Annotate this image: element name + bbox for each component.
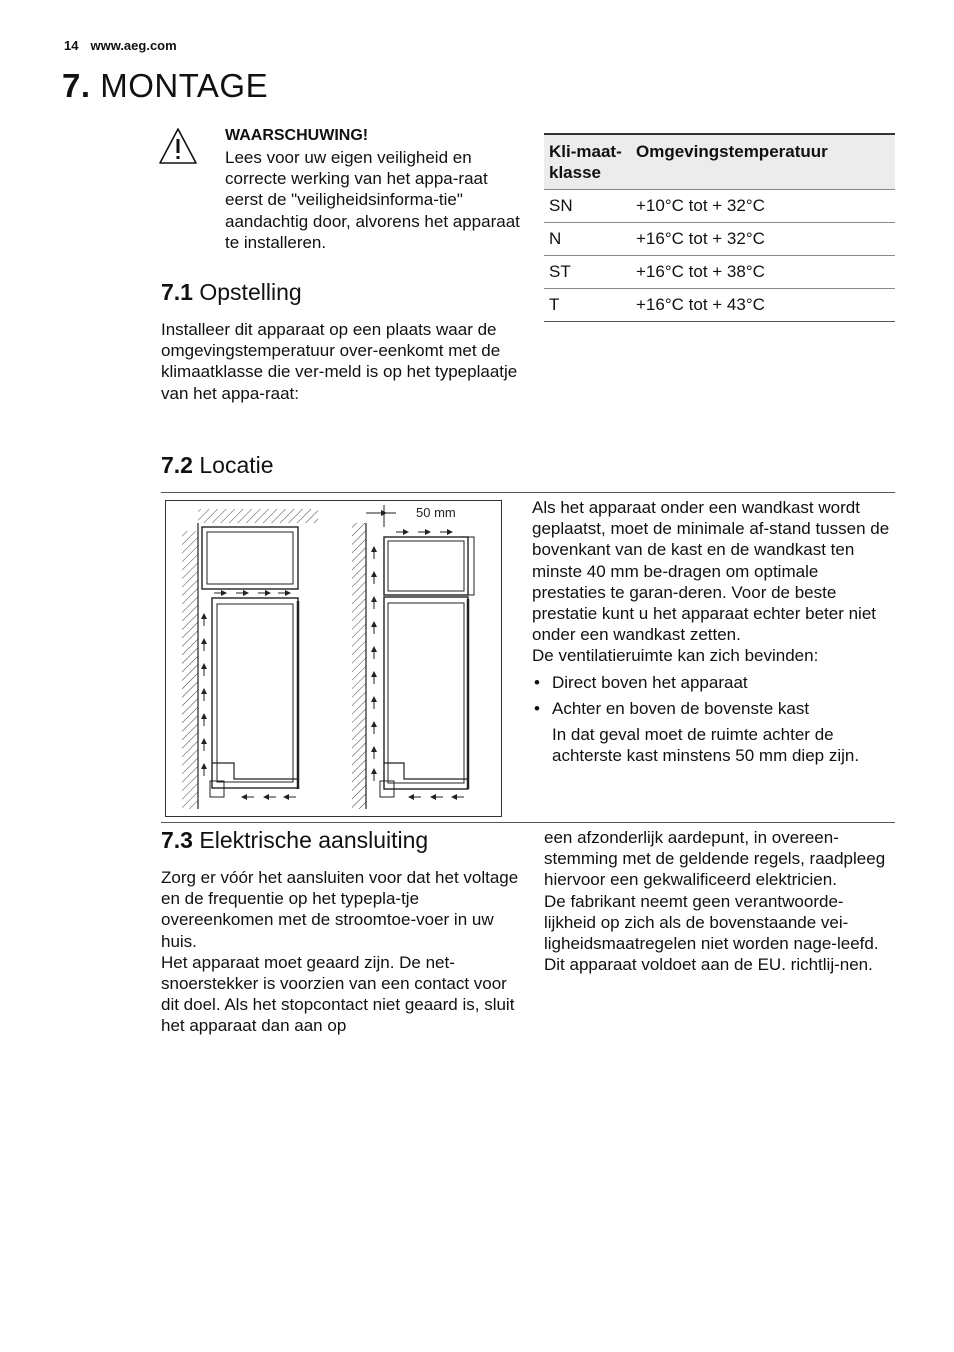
column-header-ambient-temperature: Omgevingstemperatuur: [631, 134, 895, 190]
table-cell-class: ST: [544, 256, 631, 289]
table-cell-class: T: [544, 289, 631, 322]
column-header-climate-class: Kli-maat-klasse: [544, 134, 631, 190]
section-divider: [161, 822, 895, 823]
table-cell-temperature: +10°C tot + 32°C: [631, 190, 895, 223]
table-cell-class: SN: [544, 190, 631, 223]
wall-hatch-left: [182, 531, 198, 809]
list-item: • Achter en boven de bovenste kast: [534, 698, 810, 718]
ventilation-intro: De ventilatieruimte kan zich bevinden:: [532, 646, 819, 666]
aansluiting-paragraph: Dit apparaat voldoet aan de EU. richtlij-nen.: [544, 955, 873, 975]
wall-cabinet-left: [202, 527, 298, 589]
dimension-label-50mm: 50 mm: [416, 505, 456, 520]
table-cell-class: N: [544, 223, 631, 256]
installation-diagram-drawing: [166, 501, 501, 816]
section-number: 7.3: [161, 827, 193, 853]
table-row: [544, 289, 895, 322]
section-heading-opstelling: [161, 278, 302, 306]
page-header: [64, 38, 177, 53]
chapter-title: [62, 66, 268, 106]
section-text-aansluiting-col2: [544, 827, 894, 975]
locatie-paragraph: Als het apparaat onder een wandkast wordt geplaatst, moet de minimale af-stand tussen de bovenkant van de kast en de wandkast ten minste 40 mm be-dragen om optimale prestaties te garan-deren. Voor de beste prestatie kunt u het apparaat echter beter niet onder een wandkast zetten.: [532, 498, 890, 645]
warning-text: Lees voor uw eigen veiligheid en correcte werking van het appa-raat eerst de "veiligheidsinforma-tie" aandachtig door, alvorens het apparaat te installeren.: [225, 148, 520, 252]
table-row: [544, 256, 895, 289]
page-number: 14: [64, 38, 79, 53]
fridge-left: [212, 598, 298, 788]
table-row: [544, 223, 895, 256]
aansluiting-paragraph: Het apparaat moet geaard zijn. De net-snoerstekker is voorzien van een contact voor dit doel. Als het stopcontact niet geaard is, sluit het apparaat dan aan op: [161, 952, 515, 1036]
climate-class-table: [544, 133, 895, 322]
table-header-row: [544, 134, 895, 190]
section-text-aansluiting-col1: [161, 867, 521, 1037]
section-heading-elektrische-aansluiting: [161, 826, 428, 854]
aansluiting-paragraph: De fabrikant neemt geen verantwoorde-lijkheid op zich als de bovenstaande vei-ligheidsmaatregelen niet worden nage-leefd.: [544, 891, 879, 954]
ceiling-hatch-left: [198, 509, 318, 523]
section-text-opstelling: Installeer dit apparaat op een plaats waar de omgevingstemperatuur over-eenkomt met de klimaatklasse die ver-meld is op het typeplaatje van het appa-raat:: [161, 320, 518, 403]
aansluiting-paragraph: Zorg er vóór het aansluiten voor dat het voltage en de frequentie op het typepla-tje overeenkomen met de stroomtoe-voer in uw huis.: [161, 868, 519, 951]
chapter-number: 7.: [62, 67, 91, 104]
chapter-name: MONTAGE: [100, 67, 269, 104]
section-text-locatie: [532, 497, 892, 766]
table-cell-temperature: +16°C tot + 32°C: [631, 223, 895, 256]
wall-hatch-right: [352, 523, 366, 809]
site-url[interactable]: www.aeg.com: [90, 38, 177, 53]
warning-triangle-icon: [158, 127, 198, 165]
section-heading-locatie: [161, 451, 274, 479]
section-title: Locatie: [199, 452, 274, 478]
warning-title: WAARSCHUWING!: [225, 127, 369, 144]
upper-cabinet-right: [384, 537, 468, 595]
fridge-right: [384, 597, 468, 789]
section-title: Elektrische aansluiting: [199, 827, 429, 853]
bullet-icon: •: [534, 672, 540, 692]
table-cell-temperature: +16°C tot + 38°C: [631, 256, 895, 289]
section-number: 7.1: [161, 279, 193, 305]
list-item: • Direct boven het apparaat: [534, 672, 748, 692]
aansluiting-paragraph: een afzonderlijk aardepunt, in overeen-stemming met de geldende regels, raadpleeg hiervoor een gekwalificeerd elektricien.: [544, 828, 886, 890]
table-cell-temperature: +16°C tot + 43°C: [631, 289, 895, 322]
section-divider: [161, 492, 895, 493]
table-row: [544, 190, 895, 223]
section-number: 7.2: [161, 452, 193, 478]
section-title: Opstelling: [199, 279, 302, 305]
ventilation-list: [532, 672, 892, 719]
installation-diagram: [165, 500, 502, 817]
bullet-icon: •: [534, 698, 540, 718]
ventilation-note: In dat geval moet de ruimte achter de achterste kast minstens 50 mm diep zijn.: [552, 725, 860, 766]
